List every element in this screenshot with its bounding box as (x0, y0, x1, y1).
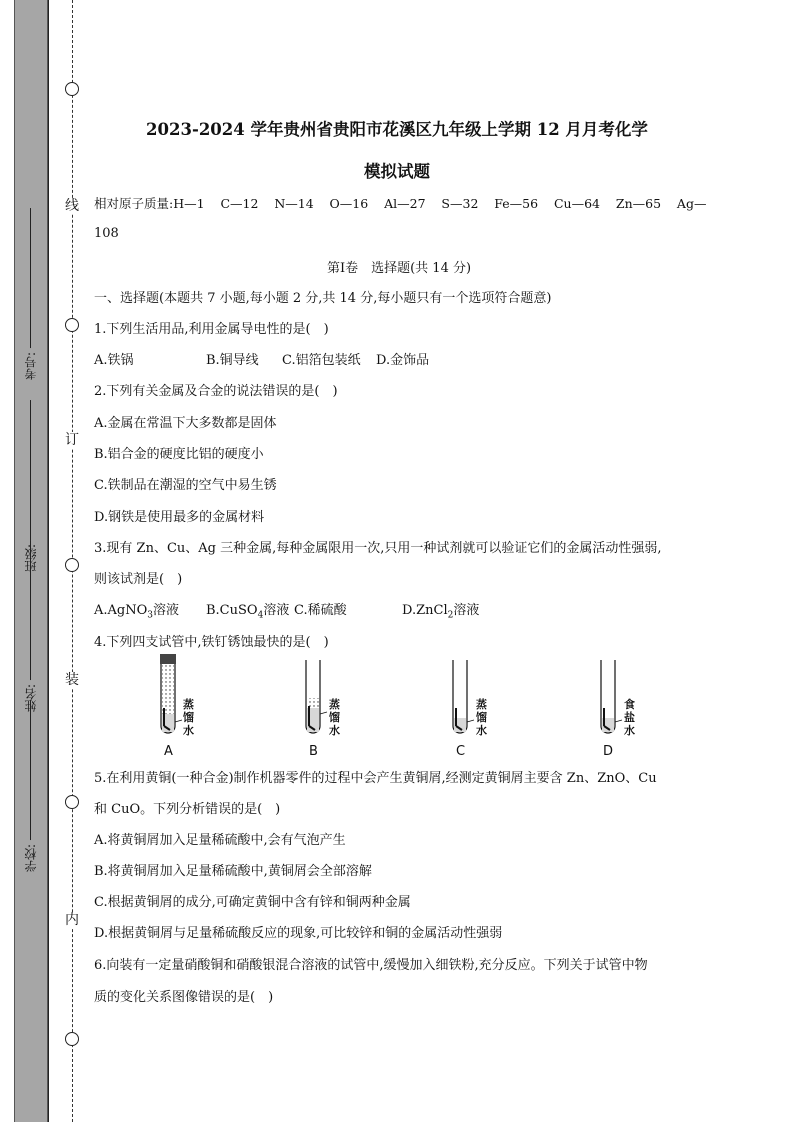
option-b-suffix: 溶液 (263, 603, 290, 618)
exam-number-blank[interactable] (31, 208, 32, 348)
binding-hole (65, 82, 79, 96)
question-5-stem: 5.在利用黄铜(一种合金)制作机器零件的过程中会产生黄铜屑,经测定黄铜屑主要含 Zn、ZnO、Cu (94, 771, 657, 786)
tube-b-label[interactable]: B (309, 744, 318, 759)
part-title: 一、选择题(本题共 7 小题,每小题 2 分,共 14 分,每小题只有一个选项符合题意) (94, 291, 552, 306)
drying-agent (162, 664, 174, 714)
rubber-stopper (160, 654, 176, 664)
page-subtitle: 模拟试题 (364, 162, 430, 181)
question-4-stem: 4.下列四支试管中,铁钉锈蚀最快的是( ) (94, 635, 329, 650)
tube-c-label[interactable]: C (456, 744, 466, 759)
tube-b-liquid-label (329, 698, 340, 737)
char: 水 (183, 724, 194, 737)
class-label: 班级: (24, 544, 38, 573)
char: 蒸 (476, 698, 487, 711)
school-blank[interactable] (31, 700, 32, 840)
option-d[interactable]: D.金饰品 (376, 353, 430, 368)
option-d-subscript: 2 (447, 610, 454, 621)
binding-char-zhuang: 装 (65, 672, 79, 688)
class-blank[interactable] (31, 400, 32, 540)
char: 馏 (183, 711, 194, 724)
binding-char-nei: 内 (65, 912, 79, 928)
option-b-subscript: 4 (257, 610, 264, 621)
binding-hole (65, 1032, 79, 1046)
exam-number-field (22, 208, 38, 380)
option-b[interactable] (206, 599, 289, 621)
question-5-option-c[interactable]: C.根据黄铜屑的成分,可确定黄铜中含有锌和铜两种金属 (94, 895, 411, 910)
option-a-formula: A.AgNO (94, 603, 148, 618)
char: 水 (624, 724, 635, 737)
test-tube-c (453, 660, 474, 733)
school-label: 学校: (24, 844, 38, 873)
label-pointer (175, 720, 182, 722)
char: 馏 (476, 711, 487, 724)
char: 水 (476, 724, 487, 737)
option-c[interactable]: C.稀硫酸 (294, 603, 347, 618)
tube-c-liquid-label (476, 698, 487, 737)
binding-char-xian: 线 (65, 198, 79, 214)
tube-d-liquid-label (624, 698, 635, 737)
char: 蒸 (329, 698, 340, 711)
option-d-suffix: 溶液 (453, 603, 480, 618)
binding-hole (65, 318, 79, 332)
question-1-stem: 1.下列生活用品,利用金属导电性的是( ) (94, 322, 329, 337)
option-a[interactable]: A.铁锅 (94, 353, 134, 368)
option-b-formula: B.CuSO (206, 603, 258, 618)
question-3-stem: 3.现有 Zn、Cu、Ag 三种金属,每种金属限用一次,只用一种试剂就可以验证它们的金属活动性强弱, (94, 541, 662, 556)
question-2-stem: 2.下列有关金属及合金的说法错误的是( ) (94, 384, 338, 399)
char: 水 (329, 724, 340, 737)
atomic-mass-continued: 108 (94, 226, 119, 241)
volume-title: 第Ⅰ卷 选择题(共 14 分) (326, 261, 472, 276)
binding-char-ding: 订 (65, 432, 79, 448)
question-3-stem-continued: 则该试剂是( ) (94, 572, 183, 587)
question-2-option-d[interactable]: D.钢铁是使用最多的金属材料 (94, 510, 265, 525)
tube-a-label[interactable]: A (164, 744, 173, 759)
char: 盐 (624, 711, 635, 724)
atomic-mass-line: 相对原子质量:H—1 C—12 N—14 O—16 Al—27 S—32 Fe—56 Cu—64 Zn—65 Ag— (94, 196, 707, 211)
option-a-subscript: 3 (147, 610, 153, 621)
name-field (22, 540, 38, 712)
question-6-stem: 6.向装有一定量硝酸铜和硝酸银混合溶液的试管中,缓慢加入细铁粉,充分反应。下列关于试管中物 (94, 958, 648, 973)
question-5-option-b[interactable]: B.将黄铜屑加入足量稀硫酸中,黄铜屑会全部溶解 (94, 864, 372, 879)
question-5-option-d[interactable]: D.根据黄铜屑与足量稀硫酸反应的现象,可比较锌和铜的金属活动性强弱 (94, 926, 503, 941)
option-a-suffix: 溶液 (153, 603, 180, 618)
option-d-formula: D.ZnCl (402, 603, 448, 618)
question-6-stem-continued: 质的变化关系图像错误的是( ) (94, 990, 274, 1005)
label-pointer (615, 720, 622, 722)
char: 食 (624, 698, 635, 711)
test-tube-d (601, 660, 622, 733)
char: 馏 (329, 711, 340, 724)
page-title: 2023-2024 学年贵州省贵阳市花溪区九年级上学期 12 月月考化学 (146, 120, 648, 139)
binding-hole (65, 558, 79, 572)
question-2-option-b[interactable]: B.铝合金的硬度比铝的硬度小 (94, 447, 264, 462)
question-2-option-c[interactable]: C.铁制品在潮湿的空气中易生锈 (94, 478, 277, 493)
question-5-stem-continued: 和 CuO。下列分析错误的是( ) (94, 802, 281, 817)
test-tubes-figure (140, 652, 660, 744)
binding-hole (65, 795, 79, 809)
tube-d-label[interactable]: D (603, 744, 614, 759)
name-blank[interactable] (31, 540, 32, 680)
question-5-option-a[interactable]: A.将黄铜屑加入足量稀硫酸中,会有气泡产生 (94, 833, 346, 848)
label-pointer (467, 720, 474, 722)
school-field (22, 700, 38, 872)
option-c[interactable]: C.铝箔包装纸 (282, 353, 361, 368)
margin-solid-line (48, 0, 49, 1122)
question-2-option-a[interactable]: A.金属在常温下大多数都是固体 (94, 416, 277, 431)
name-label: 姓名: (24, 684, 38, 713)
label-pointer (320, 712, 327, 714)
exam-number-label: 考号: (24, 352, 38, 381)
option-a[interactable] (94, 599, 179, 621)
option-b[interactable]: B.铜导线 (206, 353, 259, 368)
option-d[interactable] (402, 599, 479, 621)
test-tube-a (160, 654, 182, 733)
char: 蒸 (183, 698, 194, 711)
tube-a-liquid-label (183, 698, 194, 737)
test-tube-b (306, 660, 327, 733)
